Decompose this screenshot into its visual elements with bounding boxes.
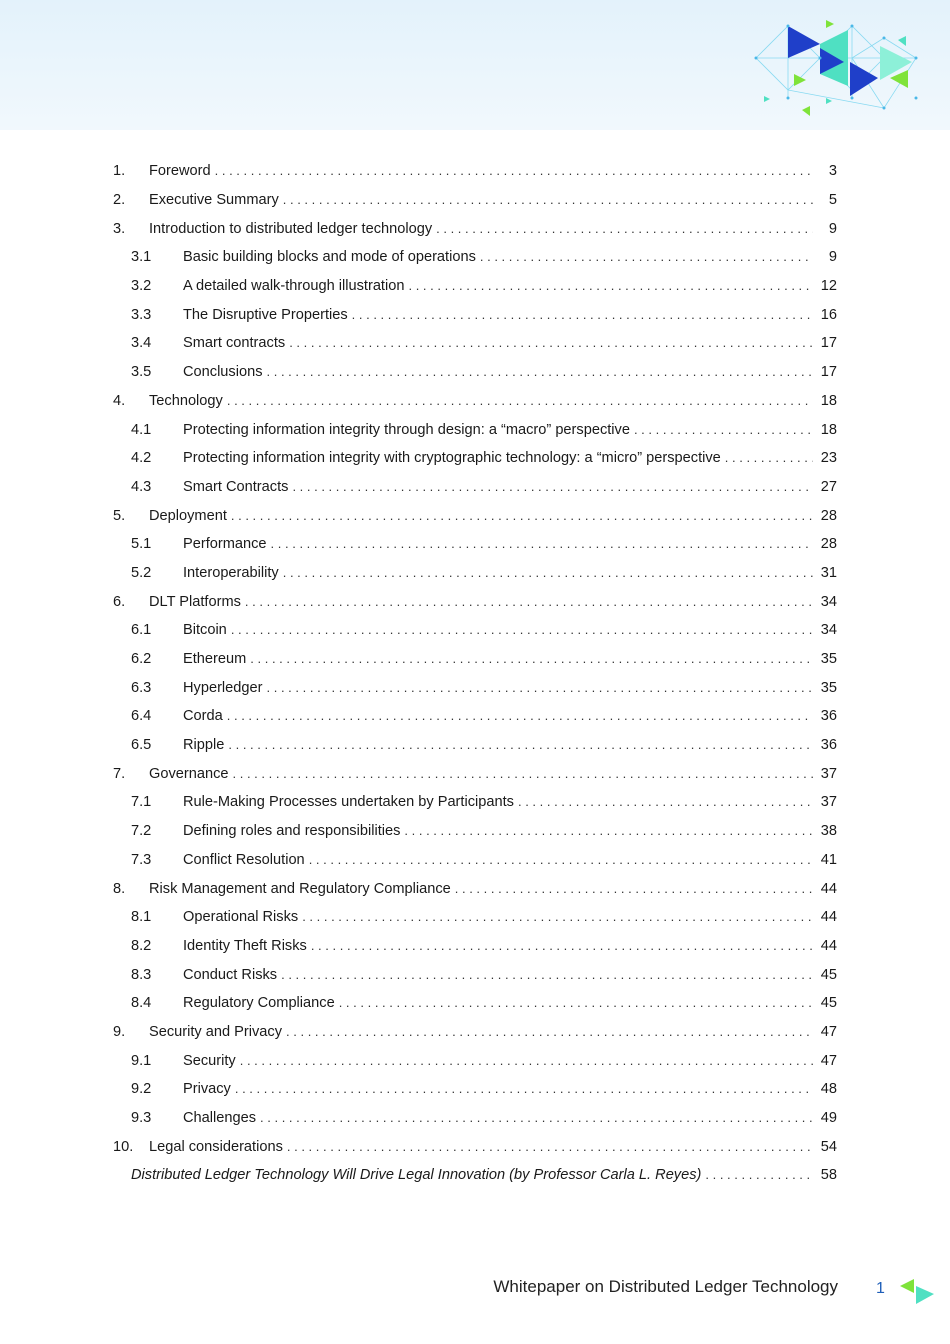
toc-entry[interactable] <box>113 989 837 1018</box>
toc-entry-page[interactable]: 58 <box>820 1167 837 1184</box>
toc-entry-number: 6.5 <box>131 737 152 754</box>
toc-entry[interactable] <box>113 645 837 674</box>
toc-entry-title[interactable]: Risk Management and Regulatory Compliance <box>149 880 451 897</box>
toc-dot-leader <box>634 421 813 439</box>
toc-entry-title[interactable]: Hyperledger <box>183 679 263 696</box>
toc-entry-page[interactable]: 27 <box>820 478 837 495</box>
toc-dot-leader <box>271 535 813 553</box>
toc-dot-leader <box>339 994 813 1012</box>
toc-dot-leader <box>215 162 813 180</box>
toc-dot-leader <box>227 392 813 410</box>
toc-entry-title[interactable]: Technology <box>149 392 223 409</box>
toc-entry-page[interactable]: 44 <box>820 909 837 926</box>
toc-dot-leader <box>404 822 813 840</box>
toc-entry-title[interactable]: The Disruptive Properties <box>183 306 348 323</box>
toc-entry-page[interactable]: 41 <box>820 851 837 868</box>
toc-entry-title[interactable]: Smart contracts <box>183 335 286 352</box>
toc-entry-page[interactable]: 54 <box>820 1138 837 1155</box>
toc-entry[interactable] <box>113 587 837 616</box>
toc-entry[interactable] <box>113 530 837 559</box>
toc-entry[interactable] <box>113 903 837 932</box>
toc-entry-number: 5.1 <box>131 536 152 553</box>
toc-entry-title[interactable]: DLT Platforms <box>149 593 241 610</box>
toc-entry[interactable] <box>113 186 837 215</box>
toc-entry-page[interactable]: 49 <box>820 1110 837 1127</box>
toc-entry[interactable] <box>113 1046 837 1075</box>
toc-entry-page[interactable]: 36 <box>820 737 837 754</box>
toc-entry-title[interactable]: Conclusions <box>183 364 263 381</box>
toc-entry[interactable] <box>113 358 837 387</box>
toc-entry[interactable] <box>113 501 837 530</box>
toc-entry-title[interactable]: Rule-Making Processes undertaken by Participants <box>183 794 514 811</box>
toc-entry[interactable] <box>113 702 837 731</box>
toc-entry-number: 8. <box>113 880 126 897</box>
toc-entry-number: 6.4 <box>131 708 152 725</box>
toc-entry[interactable] <box>113 759 837 788</box>
toc-entry-number: 4. <box>113 392 126 409</box>
toc-entry-page[interactable]: 37 <box>820 794 837 811</box>
toc-dot-leader <box>240 1052 813 1070</box>
toc-entry-page[interactable]: 23 <box>820 450 837 467</box>
toc-dot-leader <box>228 736 813 754</box>
header-triangle-logo <box>748 18 923 122</box>
toc-entry-page[interactable]: 47 <box>820 1023 837 1040</box>
toc-entry-number: 8.2 <box>131 937 152 954</box>
toc-entry-number: 9.1 <box>131 1052 152 1069</box>
toc-entry-page[interactable]: 16 <box>820 306 837 323</box>
toc-entry[interactable] <box>113 300 837 329</box>
toc-entry-number: 8.3 <box>131 966 152 983</box>
footer-title: Whitepaper on Distributed Ledger Technology <box>493 1277 838 1296</box>
toc-entry-number: 6.2 <box>131 651 152 668</box>
toc-entry[interactable] <box>113 788 837 817</box>
toc-entry-number: 2. <box>113 192 126 209</box>
toc-entry[interactable] <box>113 1075 837 1104</box>
toc-dot-leader <box>408 277 813 295</box>
toc-dot-leader <box>227 707 813 725</box>
toc-entry-title[interactable]: Ethereum <box>183 651 247 668</box>
toc-entry-number: 7.1 <box>131 794 152 811</box>
toc-entry-page[interactable]: 34 <box>820 622 837 639</box>
toc-entry-page[interactable]: 18 <box>820 392 837 409</box>
toc-entry-page[interactable]: 35 <box>820 679 837 696</box>
toc-entry-page[interactable]: 17 <box>820 335 837 352</box>
toc-entry[interactable] <box>113 329 837 358</box>
toc-entry-title[interactable]: Protecting information integrity through design: a “macro” perspective <box>183 421 630 438</box>
footer-triangle-icon <box>896 1276 936 1306</box>
toc-entry[interactable] <box>113 444 837 473</box>
toc-entry-page[interactable]: 35 <box>820 651 837 668</box>
toc-entry-number: 5. <box>113 507 126 524</box>
toc-entry-page[interactable]: 45 <box>820 995 837 1012</box>
toc-entry[interactable] <box>113 1018 837 1047</box>
toc-entry-title[interactable]: Regulatory Compliance <box>183 995 335 1012</box>
toc-dot-leader <box>309 851 813 869</box>
toc-entry-number: 7. <box>113 765 126 782</box>
toc-entry-number: 7.2 <box>131 823 152 840</box>
toc-entry[interactable] <box>113 616 837 645</box>
toc-entry-number: 3.1 <box>131 249 152 266</box>
toc-dot-leader <box>518 793 813 811</box>
toc-dot-leader <box>705 1166 813 1184</box>
toc-entry-title[interactable]: Operational Risks <box>183 909 299 926</box>
toc-entry-title[interactable]: Conflict Resolution <box>183 851 305 868</box>
toc-dot-leader <box>231 621 813 639</box>
toc-dot-leader <box>267 363 814 381</box>
toc-entry-title[interactable]: Protecting information integrity with cryptographic technology: a “micro” perspective <box>183 450 721 467</box>
toc-entry-title[interactable]: Legal considerations <box>149 1138 283 1155</box>
toc-entry-title[interactable]: Performance <box>183 536 267 553</box>
toc-entry[interactable] <box>113 214 837 243</box>
toc-entry[interactable] <box>113 1104 837 1133</box>
toc-dot-leader <box>352 306 813 324</box>
toc-entry-number: 6.3 <box>131 679 152 696</box>
toc-entry-page[interactable]: 9 <box>828 220 837 237</box>
toc-entry[interactable] <box>113 157 837 186</box>
toc-entry[interactable] <box>113 673 837 702</box>
toc-entry-page[interactable]: 5 <box>828 192 837 209</box>
toc-dot-leader <box>283 191 813 209</box>
toc-entry[interactable] <box>113 473 837 502</box>
toc-entry-page[interactable]: 17 <box>820 364 837 381</box>
toc-dot-leader <box>436 220 813 238</box>
toc-dot-leader <box>287 1138 813 1156</box>
toc-entry-page[interactable]: 45 <box>820 966 837 983</box>
toc-entry-title[interactable]: Identity Theft Risks <box>183 937 307 954</box>
toc-entry-title[interactable]: Governance <box>149 765 229 782</box>
toc-dot-leader <box>480 248 813 266</box>
toc-entry-title[interactable]: Introduction to distributed ledger technology <box>149 220 433 237</box>
toc-entry[interactable] <box>113 1161 837 1190</box>
toc-entry-title[interactable]: Smart Contracts <box>183 478 289 495</box>
toc-dot-leader <box>292 478 813 496</box>
toc-entry-title[interactable]: Security <box>183 1052 236 1069</box>
toc-entry-number: 3.2 <box>131 278 152 295</box>
toc-entry-page[interactable]: 12 <box>820 278 837 295</box>
table-of-contents <box>113 157 837 1190</box>
toc-entry-number: 9.2 <box>131 1081 152 1098</box>
toc-dot-leader <box>245 593 813 611</box>
toc-entry-number: 3.4 <box>131 335 152 352</box>
toc-dot-leader <box>283 564 813 582</box>
toc-dot-leader <box>302 908 813 926</box>
toc-entry-number: 9.3 <box>131 1110 152 1127</box>
toc-entry-page[interactable]: 18 <box>820 421 837 438</box>
toc-entry-number: 8.4 <box>131 995 152 1012</box>
toc-entry-page[interactable]: 3 <box>828 163 837 180</box>
toc-entry-title[interactable]: Deployment <box>149 507 227 524</box>
toc-entry-page[interactable]: 47 <box>820 1052 837 1069</box>
toc-entry-title[interactable]: Defining roles and responsibilities <box>183 823 401 840</box>
toc-entry[interactable] <box>113 243 837 272</box>
toc-entry[interactable] <box>113 874 837 903</box>
toc-entry[interactable] <box>113 415 837 444</box>
toc-dot-leader <box>267 679 814 697</box>
toc-entry-title[interactable]: Basic building blocks and mode of operations <box>183 249 476 266</box>
toc-entry-number: 9. <box>113 1023 126 1040</box>
toc-entry[interactable] <box>113 272 837 301</box>
toc-entry-page[interactable]: 28 <box>820 507 837 524</box>
toc-entry-number: 7.3 <box>131 851 152 868</box>
toc-entry[interactable] <box>113 387 837 416</box>
toc-entry-page[interactable]: 44 <box>820 880 837 897</box>
toc-entry-number: 5.2 <box>131 564 152 581</box>
toc-entry-number: 1. <box>113 163 126 180</box>
toc-entry-title[interactable]: Interoperability <box>183 564 279 581</box>
toc-entry-title[interactable]: Security and Privacy <box>149 1023 283 1040</box>
toc-entry[interactable] <box>113 559 837 588</box>
toc-entry-title[interactable]: Conduct Risks <box>183 966 278 983</box>
toc-entry-page[interactable]: 9 <box>828 249 837 266</box>
toc-entry-title[interactable]: Executive Summary <box>149 192 279 209</box>
toc-dot-leader <box>250 650 813 668</box>
toc-dot-leader <box>289 334 813 352</box>
toc-entry-number: 3. <box>113 220 126 237</box>
toc-entry-number: 6. <box>113 593 126 610</box>
toc-entry[interactable] <box>113 932 837 961</box>
toc-entry[interactable] <box>113 731 837 760</box>
toc-entry-title[interactable]: Privacy <box>183 1081 231 1098</box>
toc-entry-page[interactable]: 36 <box>820 708 837 725</box>
toc-entry-number: 3.5 <box>131 364 152 381</box>
toc-dot-leader <box>235 1080 813 1098</box>
toc-entry-page[interactable]: 31 <box>820 564 837 581</box>
footer-page-number: 1 <box>876 1280 885 1297</box>
toc-entry-number: 8.1 <box>131 909 152 926</box>
toc-dot-leader <box>311 937 813 955</box>
toc-entry[interactable] <box>113 1132 837 1161</box>
toc-entry-number: 4.2 <box>131 450 152 467</box>
toc-entry[interactable] <box>113 846 837 875</box>
toc-dot-leader <box>233 765 813 783</box>
toc-entry-number: 4.1 <box>131 421 152 438</box>
toc-entry-title[interactable]: A detailed walk-through illustration <box>183 278 405 295</box>
toc-entry-page[interactable]: 37 <box>820 765 837 782</box>
toc-entry-title[interactable]: Challenges <box>183 1110 257 1127</box>
toc-dot-leader <box>725 449 813 467</box>
toc-dot-leader <box>281 966 813 984</box>
toc-entry-page[interactable]: 38 <box>820 823 837 840</box>
toc-entry-page[interactable]: 48 <box>820 1081 837 1098</box>
toc-entry-number: 10. <box>113 1138 134 1155</box>
toc-entry-title[interactable]: Foreword <box>149 163 211 180</box>
toc-entry-page[interactable]: 44 <box>820 937 837 954</box>
toc-dot-leader <box>231 507 813 525</box>
toc-entry-page[interactable]: 34 <box>820 593 837 610</box>
toc-entry[interactable] <box>113 817 837 846</box>
toc-dot-leader <box>286 1023 813 1041</box>
toc-entry-title[interactable]: Distributed Ledger Technology Will Drive Legal Innovation (by Professor Carla L. Reyes) <box>131 1167 702 1184</box>
toc-entry-number: 6.1 <box>131 622 152 639</box>
toc-dot-leader <box>260 1109 813 1127</box>
toc-entry-title[interactable]: Corda <box>183 708 223 725</box>
toc-dot-leader <box>455 880 813 898</box>
toc-entry-number: 4.3 <box>131 478 152 495</box>
toc-entry-title[interactable]: Ripple <box>183 737 225 754</box>
toc-entry[interactable] <box>113 960 837 989</box>
toc-entry-title[interactable]: Bitcoin <box>183 622 227 639</box>
toc-entry-page[interactable]: 28 <box>820 536 837 553</box>
toc-entry-number: 3.3 <box>131 306 152 323</box>
